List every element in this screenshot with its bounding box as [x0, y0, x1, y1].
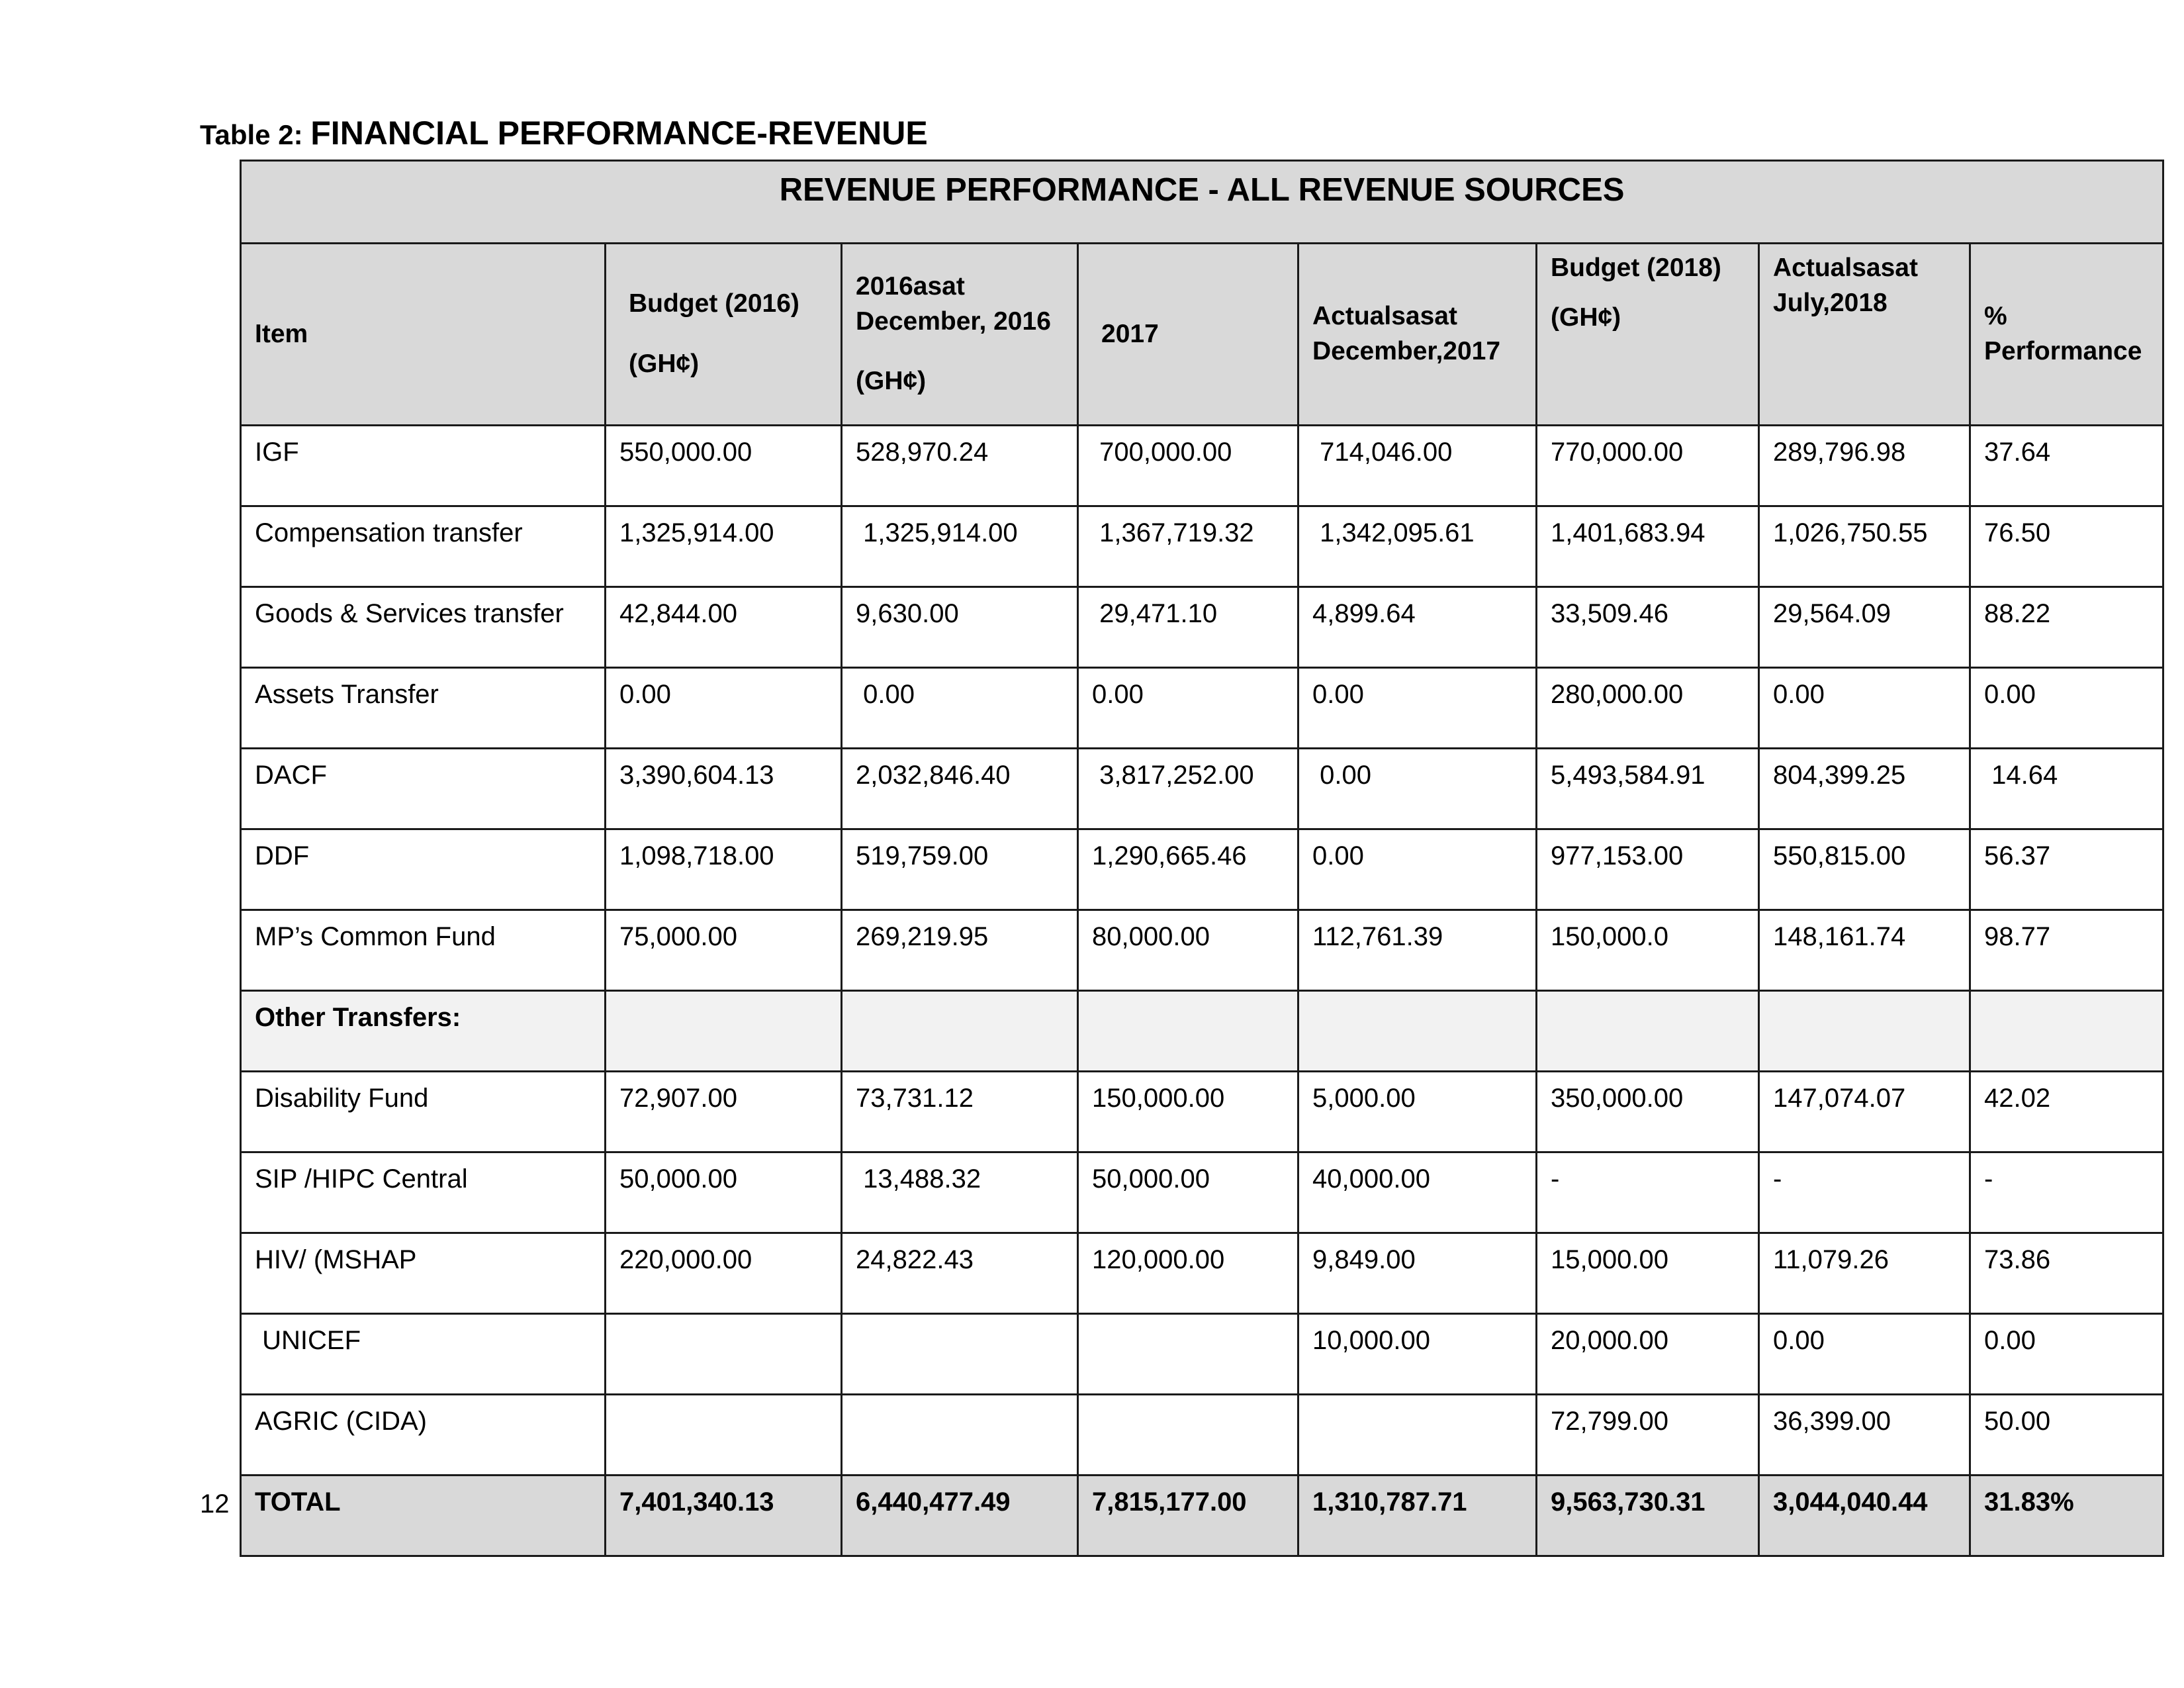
- row-label: Goods & Services transfer: [241, 587, 606, 668]
- table-cell: 24,822.43: [842, 1233, 1078, 1314]
- table-row: [241, 668, 2163, 749]
- total-row: [241, 1476, 2163, 1556]
- table-cell: [1298, 1395, 1537, 1476]
- table-cell: 0.00: [1078, 668, 1298, 749]
- table-cell: 112,761.39: [1298, 910, 1537, 991]
- table-cell: 9,630.00: [842, 587, 1078, 668]
- revenue-performance-table: [240, 160, 2164, 1557]
- table-cell: 147,074.07: [1759, 1072, 1970, 1152]
- row-label: DDF: [241, 829, 606, 910]
- table-cell: 3,817,252.00: [1078, 749, 1298, 829]
- table-cell: 36,399.00: [1759, 1395, 1970, 1476]
- table-row: [241, 829, 2163, 910]
- header-actual-2016-unit: (GH¢): [856, 367, 927, 396]
- header-2017: [1078, 244, 1298, 426]
- header-actual-2017-line1: Actualsasat: [1312, 302, 1457, 331]
- table-cell: 72,799.00: [1537, 1395, 1759, 1476]
- table-cell: 550,000.00: [606, 426, 842, 506]
- table-cell: 770,000.00: [1537, 426, 1759, 506]
- table-row: [241, 1233, 2163, 1314]
- banner-row: [241, 161, 2163, 244]
- table-cell: 1,026,750.55: [1759, 506, 1970, 587]
- table-cell: 13,488.32: [842, 1152, 1078, 1233]
- row-label: HIV/ (MSHAP: [241, 1233, 606, 1314]
- section-row-other-transfers: [241, 991, 2163, 1072]
- header-actual-2016: [842, 244, 1078, 426]
- table-row: [241, 1395, 2163, 1476]
- row-label: Assets Transfer: [241, 668, 606, 749]
- header-actual-2018-line2: July,2018: [1773, 288, 1888, 317]
- table-cell: 76.50: [1970, 506, 2163, 587]
- table-cell: 150,000.0: [1537, 910, 1759, 991]
- table-cell: 50,000.00: [1078, 1152, 1298, 1233]
- table-cell: 4,899.64: [1298, 587, 1537, 668]
- table-cell: 1,098,718.00: [606, 829, 842, 910]
- header-budget-2018: [1537, 244, 1759, 426]
- table-cell: 29,564.09: [1759, 587, 1970, 668]
- table-cell: 5,493,584.91: [1537, 749, 1759, 829]
- table-cell: 519,759.00: [842, 829, 1078, 910]
- table-cell: 11,079.26: [1759, 1233, 1970, 1314]
- total-cell: 7,815,177.00: [1078, 1476, 1298, 1556]
- table-cell: 0.00: [842, 668, 1078, 749]
- total-cell: 7,401,340.13: [606, 1476, 842, 1556]
- table-cell: 148,161.74: [1759, 910, 1970, 991]
- table-cell: 40,000.00: [1298, 1152, 1537, 1233]
- table-cell: [842, 1314, 1078, 1395]
- row-label: DACF: [241, 749, 606, 829]
- table-cell: -: [1537, 1152, 1759, 1233]
- total-cell: 3,044,040.44: [1759, 1476, 1970, 1556]
- row-label: SIP /HIPC Central: [241, 1152, 606, 1233]
- table-cell: [606, 1314, 842, 1395]
- row-label: MP’s Common Fund: [241, 910, 606, 991]
- header-item-label: Item: [255, 319, 308, 348]
- table-cell: 29,471.10: [1078, 587, 1298, 668]
- table-cell: -: [1759, 1152, 1970, 1233]
- table-cell: 0.00: [606, 668, 842, 749]
- revenue-rows: [241, 426, 2163, 991]
- table-cell: 80,000.00: [1078, 910, 1298, 991]
- table-cell: 75,000.00: [606, 910, 842, 991]
- header-item: [241, 244, 606, 426]
- table-row: [241, 749, 2163, 829]
- table-cell: 9,849.00: [1298, 1233, 1537, 1314]
- header-performance-label: Performance: [1984, 337, 2142, 365]
- other-transfer-rows: [241, 1072, 2163, 1476]
- table-cell: [606, 1395, 842, 1476]
- table-row: [241, 910, 2163, 991]
- table-cell: 15,000.00: [1537, 1233, 1759, 1314]
- header-actual-2017: [1298, 244, 1537, 426]
- row-label: Disability Fund: [241, 1072, 606, 1152]
- table-banner: REVENUE PERFORMANCE - ALL REVENUE SOURCES: [241, 161, 2163, 244]
- header-performance: [1970, 244, 2163, 426]
- total-cell: 1,310,787.71: [1298, 1476, 1537, 1556]
- table-cell: 5,000.00: [1298, 1072, 1537, 1152]
- header-actual-2017-line2: December,2017: [1312, 337, 1501, 365]
- table-row: [241, 1152, 2163, 1233]
- table-cell: 1,342,095.61: [1298, 506, 1537, 587]
- row-label: Compensation transfer: [241, 506, 606, 587]
- table-row: [241, 1314, 2163, 1395]
- table-cell: 220,000.00: [606, 1233, 842, 1314]
- table-cell: 20,000.00: [1537, 1314, 1759, 1395]
- table-cell: 0.00: [1298, 749, 1537, 829]
- table-cell: 98.77: [1970, 910, 2163, 991]
- header-budget-2016: [606, 244, 842, 426]
- header-actual-2016-line1: 2016asat: [856, 272, 965, 301]
- table-caption: [200, 117, 928, 150]
- table-cell: 0.00: [1970, 1314, 2163, 1395]
- table-cell: 700,000.00: [1078, 426, 1298, 506]
- header-performance-symbol: %: [1984, 302, 2007, 331]
- table-cell: 150,000.00: [1078, 1072, 1298, 1152]
- table-cell: 42,844.00: [606, 587, 842, 668]
- table-cell: 0.00: [1298, 829, 1537, 910]
- table-cell: 350,000.00: [1537, 1072, 1759, 1152]
- table-cell: 10,000.00: [1298, 1314, 1537, 1395]
- header-budget-2018-unit: (GH¢): [1551, 303, 1621, 332]
- table-cell: 269,219.95: [842, 910, 1078, 991]
- table-cell: 280,000.00: [1537, 668, 1759, 749]
- table-row: [241, 426, 2163, 506]
- header-actual-2018-line1: Actualsasat: [1773, 254, 1918, 282]
- table-cell: [1078, 1395, 1298, 1476]
- table-cell: 120,000.00: [1078, 1233, 1298, 1314]
- table-cell: 42.02: [1970, 1072, 2163, 1152]
- row-label: IGF: [241, 426, 606, 506]
- table-cell: 1,290,665.46: [1078, 829, 1298, 910]
- table-cell: 2,032,846.40: [842, 749, 1078, 829]
- header-actual-2018: [1759, 244, 1970, 426]
- total-cell: 9,563,730.31: [1537, 1476, 1759, 1556]
- row-label: AGRIC (CIDA): [241, 1395, 606, 1476]
- header-2017-label: 2017: [1101, 319, 1159, 348]
- table-cell: 1,325,914.00: [842, 506, 1078, 587]
- table-row: [241, 587, 2163, 668]
- table-cell: 33,509.46: [1537, 587, 1759, 668]
- table-cell: [842, 1395, 1078, 1476]
- table-row: [241, 506, 2163, 587]
- table-cell: 1,367,719.32: [1078, 506, 1298, 587]
- table-cell: 56.37: [1970, 829, 2163, 910]
- total-cell: 6,440,477.49: [842, 1476, 1078, 1556]
- table-cell: 977,153.00: [1537, 829, 1759, 910]
- table-cell: -: [1970, 1152, 2163, 1233]
- table-cell: 0.00: [1759, 668, 1970, 749]
- table-row: [241, 1072, 2163, 1152]
- table-cell: 0.00: [1970, 668, 2163, 749]
- table-cell: 50.00: [1970, 1395, 2163, 1476]
- header-row: [241, 244, 2163, 426]
- table-cell: 1,401,683.94: [1537, 506, 1759, 587]
- table-cell: 72,907.00: [606, 1072, 842, 1152]
- table-cell: 3,390,604.13: [606, 749, 842, 829]
- page-number: 12: [200, 1489, 230, 1519]
- table-cell: 50,000.00: [606, 1152, 842, 1233]
- header-actual-2016-line2: December, 2016: [856, 306, 1051, 336]
- total-cell: 31.83%: [1970, 1476, 2163, 1556]
- table-cell: [1078, 1314, 1298, 1395]
- table-cell: 714,046.00: [1298, 426, 1537, 506]
- table-cell: 73.86: [1970, 1233, 2163, 1314]
- table-cell: 37.64: [1970, 426, 2163, 506]
- header-budget-2018-label: Budget (2018): [1551, 254, 1721, 282]
- total-label: TOTAL: [241, 1476, 606, 1556]
- caption-title: FINANCIAL PERFORMANCE-REVENUE: [310, 115, 928, 152]
- caption-prefix: Table 2:: [200, 119, 311, 150]
- table-cell: 1,325,914.00: [606, 506, 842, 587]
- table-cell: 0.00: [1298, 668, 1537, 749]
- table-cell: 289,796.98: [1759, 426, 1970, 506]
- header-budget-2016-unit: (GH¢): [629, 350, 700, 378]
- table-cell: 73,731.12: [842, 1072, 1078, 1152]
- row-label: UNICEF: [241, 1314, 606, 1395]
- section-label: Other Transfers:: [241, 991, 606, 1072]
- table-cell: 804,399.25: [1759, 749, 1970, 829]
- header-budget-2016-label: Budget (2016): [629, 289, 799, 318]
- table-cell: 0.00: [1759, 1314, 1970, 1395]
- table-cell: 88.22: [1970, 587, 2163, 668]
- table-cell: 528,970.24: [842, 426, 1078, 506]
- table-cell: 14.64: [1970, 749, 2163, 829]
- table-cell: 550,815.00: [1759, 829, 1970, 910]
